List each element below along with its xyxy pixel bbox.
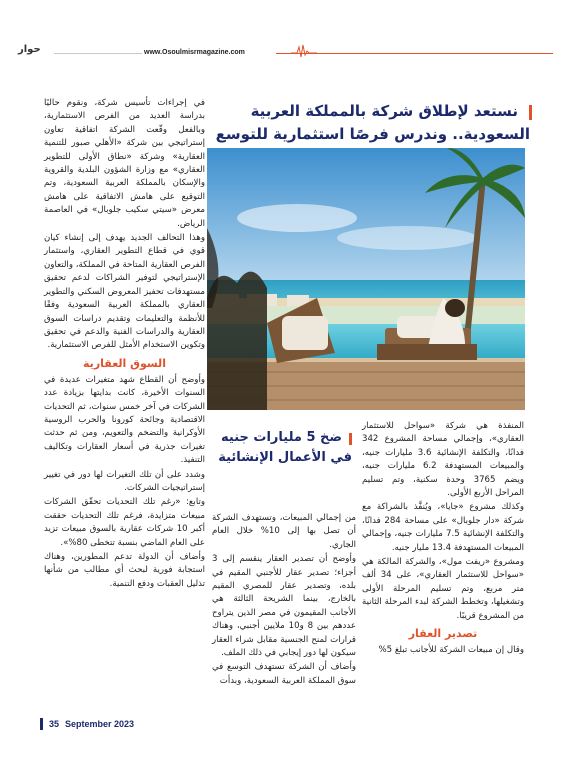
- left-paragraph-6: وأضاف أن الدولة تدعم المطورين، وهناك استجابة فورية لبحث أي مطالب من شأنها تذليل العقبات ودفع التنمية.: [44, 552, 205, 589]
- pulse-icon: [291, 42, 317, 60]
- section-tag: حوار: [18, 44, 41, 55]
- article-title-line-1: نستعد لإطلاق شركة بالمملكة العربية: [250, 102, 518, 120]
- header-divider-left: [54, 53, 142, 54]
- header-divider-right: [276, 53, 553, 54]
- left-column: [44, 97, 205, 592]
- middle-paragraph-2: وأوضح أن تصدير العقار ينقسم إلى 3 أجزاء؛ تصدير عقار للأجنبي المقيم في بلده، وتصدير عقار للمصري المقيم بالخارج، بينما الشريحة الثالثة هي الأجانب المقيمون في مصر الذين يتراوح عددهم بين 8 و10 ملايين أجنبي، وهناك قرارات لمنح الجنسية مقابل شراء العقار سيكون لها دور إيجابي في ذلك الملف.: [212, 554, 356, 659]
- issue-date: September 2023: [65, 719, 135, 729]
- right-paragraph-1: المنفذة هي شركة «سواحل للاستثمار العقاري»، وإجمالي مساحة المشروع 342 فدانًا، والتكلفة الإنشائية 3.6 مليارات جنيه، والمبيعات المستهدفة 6.2 مليارات جنيه، ويضم 3765 وحدة سكنية، وتم تسليم المراحل الأربع الأولى.: [362, 421, 524, 499]
- side-title-line-2: في الأعمال الإنشائية: [218, 450, 352, 465]
- left-paragraph-1: في إجراءات تأسيس شركة، ونقوم حاليًا بدراسة العديد من الفرص الاستثمارية، وبالفعل وقّعت الشركة اتفاقية تعاون إستراتيجي بين شركة «الأهلي صبور للتنمية العقارية» وشركة «نطاق الأولى للتطوير العقاري» مع وزارة الشؤون البلدية والقروية والإسكان بالمملكة العربية السعودية، وتم التوقيع على هامش الاتفاقية على هامش معرض «سيتي سكيب جلوبال» في العاصمة الرياض.: [44, 98, 205, 229]
- left-paragraph-4: وشدد على أن تلك التغيرات لها دور في تغيير إستراتيجيات الشركات.: [44, 469, 205, 493]
- side-title-line-1: ضخ 5 مليارات جنيه: [221, 430, 342, 445]
- middle-paragraph-1: من إجمالي المبيعات، وتستهدف الشركة أن تصل بها إلى 10% خلال العام الجاري.: [212, 513, 356, 550]
- resort-photo: [207, 148, 525, 410]
- resort-illustration: [207, 148, 525, 410]
- side-title: [212, 428, 352, 468]
- right-subheading: تصدير العقار: [408, 627, 478, 641]
- right-paragraph-3: ومشروع «ريفت مول»، والشركة المالكة هي «سواحل للاستثمار العقاري»، على 34 ألف متر مربع، وتم تسليم المرحلة الأولى وتشغيلها، وتخطط الشركة لبدء المرحلة الثانية من المشروع قريبًا.: [362, 557, 524, 621]
- footer-accent-bar: [40, 718, 43, 730]
- article-title: [212, 100, 530, 146]
- left-paragraph-5: وتابع: «رغم تلك التحديات تحقّق الشركات مبيعات متزايدة، فرغم تلك التحديات حققت أكبر 10 شركات عقارية بالسوق مبيعات تزيد على العام الماضي بنسبة تتخطى 80%».: [44, 497, 205, 548]
- middle-column: [212, 512, 356, 689]
- article-title-line-2: السعودية.. وندرس فرصًا استثمارية للتوسع: [215, 125, 530, 143]
- left-paragraph-3: وأوضح أن القطاع شهد متغيرات عديدة في السنوات الأخيرة، كانت بدايتها بزيادة عدد الشركات في آخر خمس سنوات، ثم التحديات الاقتصادية وجائحة كورونا والحرب الروسية الأوكرانية والتضخم والتعويم، ومن ثم حدثت تغيرات جذرية في أسعار العقارات وتكاليف التنفيذ.: [44, 374, 205, 466]
- left-subheading: السوق العقارية: [83, 356, 166, 370]
- right-column: [362, 420, 524, 659]
- page-footer: [40, 717, 134, 731]
- right-paragraph-4: وقال إن مبيعات الشركة للأجانب تبلغ 5%: [378, 645, 524, 656]
- right-paragraph-2: وكذلك مشروع «جايا»، ويُنفَّذ بالشراكة مع شركة «دار جلوبال» على مساحة 284 فدانًا، والتكلفة الإنشائية 7.5 مليارات جنيه، وإجمالي المبيعات المستهدفة 13.4 مليار جنيه.: [362, 502, 524, 553]
- site-url[interactable]: www.Osoulmisrmagazine.com: [144, 49, 245, 56]
- page-header: [14, 40, 553, 62]
- page-number: 35: [49, 719, 60, 729]
- left-paragraph-2: وهذا التحالف الجديد يهدف إلى إنشاء كيان قوي في قطاع التطوير العقاري، واستثمار الفرص العقارية المتاحة في المملكة، والتعاون الإستراتيجي لتوفير الشراكات لدعم تحقيق مستهدفات تحفيز المعروض السكني والتطوير العقاري بالمملكة العربية السعودية وفقًا للأنظمة والتعليمات وتقديم دراسات السوق العقارية والدراسات الفنية والدعم في تحقيق وتكوين الاستخدام الأمثل للفرص الاستثمارية.: [44, 233, 205, 351]
- middle-paragraph-3: وأضاف أن الشركة تستهدف التوسع في سوق المملكة العربية السعودية، وبدأت: [212, 662, 356, 686]
